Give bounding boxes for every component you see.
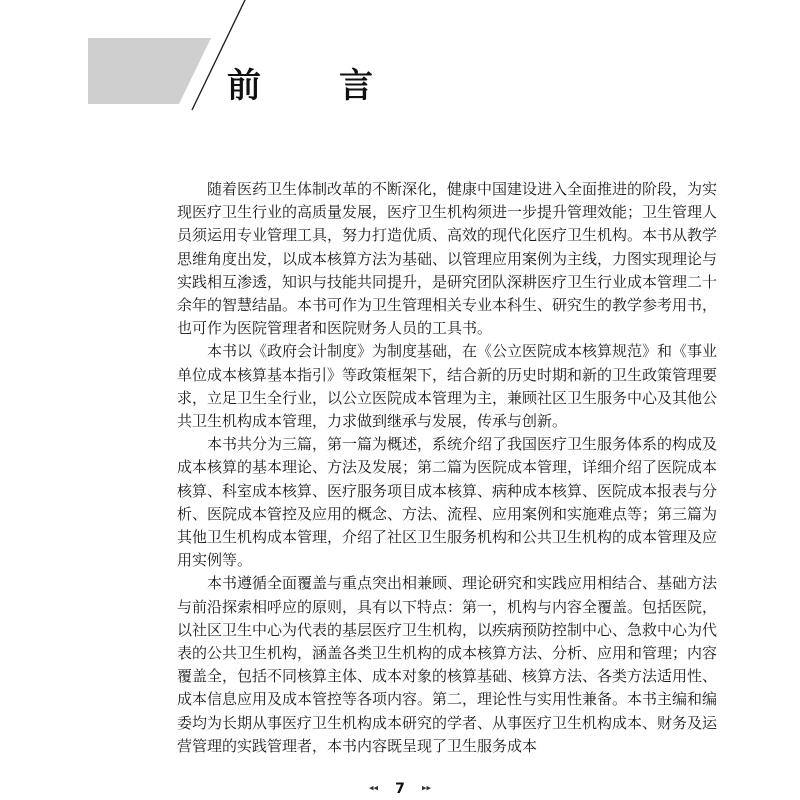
header-grey-block — [88, 38, 211, 104]
page-footer — [0, 778, 800, 797]
header-decoration — [0, 0, 800, 140]
preface-body — [177, 178, 717, 758]
page-number: 7 — [395, 780, 405, 797]
page-title: 前 言 — [227, 66, 395, 106]
paragraph-3: 本书共分为三篇，第一篇为概述，系统介绍了我国医疗卫生服务体系的构成及成本核算的基本理论、方法及发展；第二篇为医院成本管理，详细介绍了医院成本核算、科室成本核算、医疗服务项目成本核算、病种成本核算、医院成本报表与分析、医院成本管控及应用的概念、方法、流程、应用案例和实施难点等；第三篇为其他卫生机构成本管理，介绍了社区卫生服务机构和公共卫生机构的成本管理及应用实例等。 — [177, 435, 718, 570]
prev-page-arrow-icon: ◂◂ — [368, 783, 379, 794]
paragraph-4: 本书遵循全面覆盖与重点突出相兼顾、理论研究和实践应用相结合、基础方法与前沿探索相呼应的原则，具有以下特点：第一，机构与内容全覆盖。包括医院，以社区卫生中心为代表的基层医疗卫生机构，以疾病预防控制中心、急救中心为代表的公共卫生机构，涵盖各类卫生机构的成本核算方法、分析、应用和管理；内容覆盖全，包括不同核算主体、成本对象的核算基础、核算方法、各类方法适用性、成本信息应用及成本管控等各项内容。第二，理论性与实用性兼备。本书主编和编委均为长期从事医疗卫生机构成本研究的学者、从事医疗卫生机构成本、财务及运营管理的实践管理者，本书内容既呈现了卫生服务成本 — [177, 574, 718, 755]
paragraph-2: 本书以《政府会计制度》为制度基础，在《公立医院成本核算规范》和《事业单位成本核算基本指引》等政策框架下，结合新的历史时期和新的卫生政策管理要求，立足卫生全行业，以公立医院成本管理为主，兼顾社区卫生服务中心及其他公共卫生机构成本管理，力求做到继承与发展，传承与创新。 — [177, 342, 718, 431]
paragraph-1: 随着医药卫生体制改革的不断深化，健康中国建设进入全面推进的阶段，为实现医疗卫生行业的高质量发展，医疗卫生机构须进一步提升管理效能；卫生管理人员须运用专业管理工具，努力打造优质、高效的现代化医疗卫生机构。本书从教学思维角度出发，以成本核算方法为基础、以管理应用案例为主线，力图实现理论与实践相互渗透，知识与技能共同提升，是研究团队深耕医疗卫生行业成本管理二十余年的智慧结晶。本书可作为卫生管理相关专业本科生、研究生的教学参考用书，也可作为医院管理者和医院财务人员的工具书。 — [177, 180, 718, 338]
next-page-arrow-icon: ▸▸ — [421, 783, 432, 794]
